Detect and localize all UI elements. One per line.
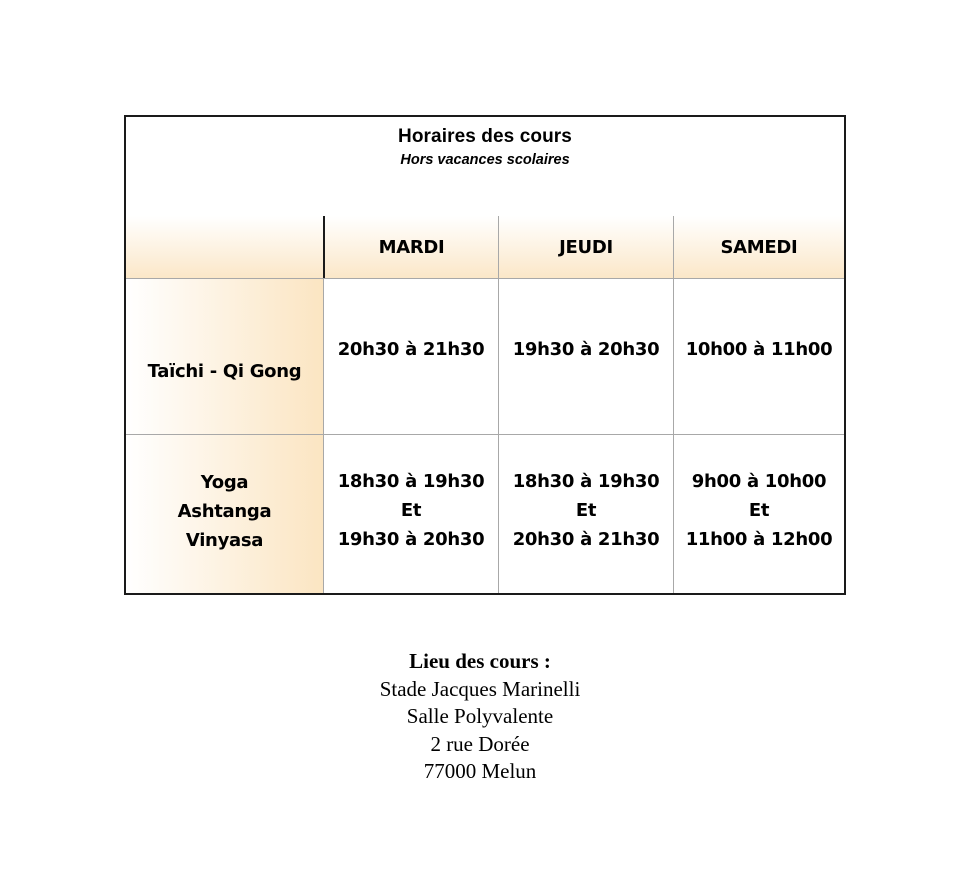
course-label-yoga: [126, 434, 323, 593]
slot-yoga-samedi: [673, 434, 844, 593]
day-header-jeudi: JEUDI: [498, 216, 673, 278]
location-venue: Stade Jacques Marinelli: [379, 676, 581, 701]
schedule-grid: [126, 216, 844, 593]
slot-taichi-jeudi: [498, 278, 673, 434]
slot-line: 19h30 à 20h30: [512, 339, 660, 360]
slot-line: 11h00 à 12h00: [685, 528, 833, 550]
course-name-line: Taïchi - Qi Gong: [147, 361, 302, 382]
slot-line: 20h30 à 21h30: [337, 339, 485, 360]
slot-line: 18h30 à 19h30: [337, 470, 485, 492]
location-room: Salle Polyvalente: [406, 704, 554, 728]
slot-line: 10h00 à 11h00: [685, 339, 833, 360]
slot-line: Et: [400, 499, 422, 521]
slot-line: Et: [575, 499, 597, 521]
slot-yoga-jeudi: [498, 434, 673, 593]
schedule-title: Horaires des cours: [398, 126, 572, 147]
slot-line: 20h30 à 21h30: [512, 528, 660, 550]
schedule-table: [124, 115, 846, 595]
location-city: 77000 Melun: [423, 759, 537, 783]
location-block: [0, 648, 960, 786]
location-street: 2 rue Dorée: [430, 731, 530, 756]
slot-taichi-samedi: [673, 278, 844, 434]
slot-taichi-mardi: [323, 278, 498, 434]
day-header-samedi: SAMEDI: [673, 216, 844, 278]
day-header-mardi: MARDI: [323, 216, 498, 278]
slot-line: 9h00 à 10h00: [691, 470, 827, 492]
slot-line: Et: [748, 499, 770, 521]
schedule-subtitle: Hors vacances scolaires: [400, 152, 570, 168]
course-name-line: Vinyasa: [185, 529, 264, 551]
course-label-taichi: [126, 278, 323, 434]
course-name-line: Ashtanga: [177, 500, 272, 522]
slot-yoga-mardi: [323, 434, 498, 593]
slot-line: 18h30 à 19h30: [512, 470, 660, 492]
location-title: Lieu des cours :: [409, 649, 551, 673]
course-name-line: Yoga: [200, 471, 249, 493]
slot-line: 19h30 à 20h30: [337, 528, 485, 550]
schedule-header: [126, 117, 844, 218]
corner-cell: [126, 216, 323, 278]
